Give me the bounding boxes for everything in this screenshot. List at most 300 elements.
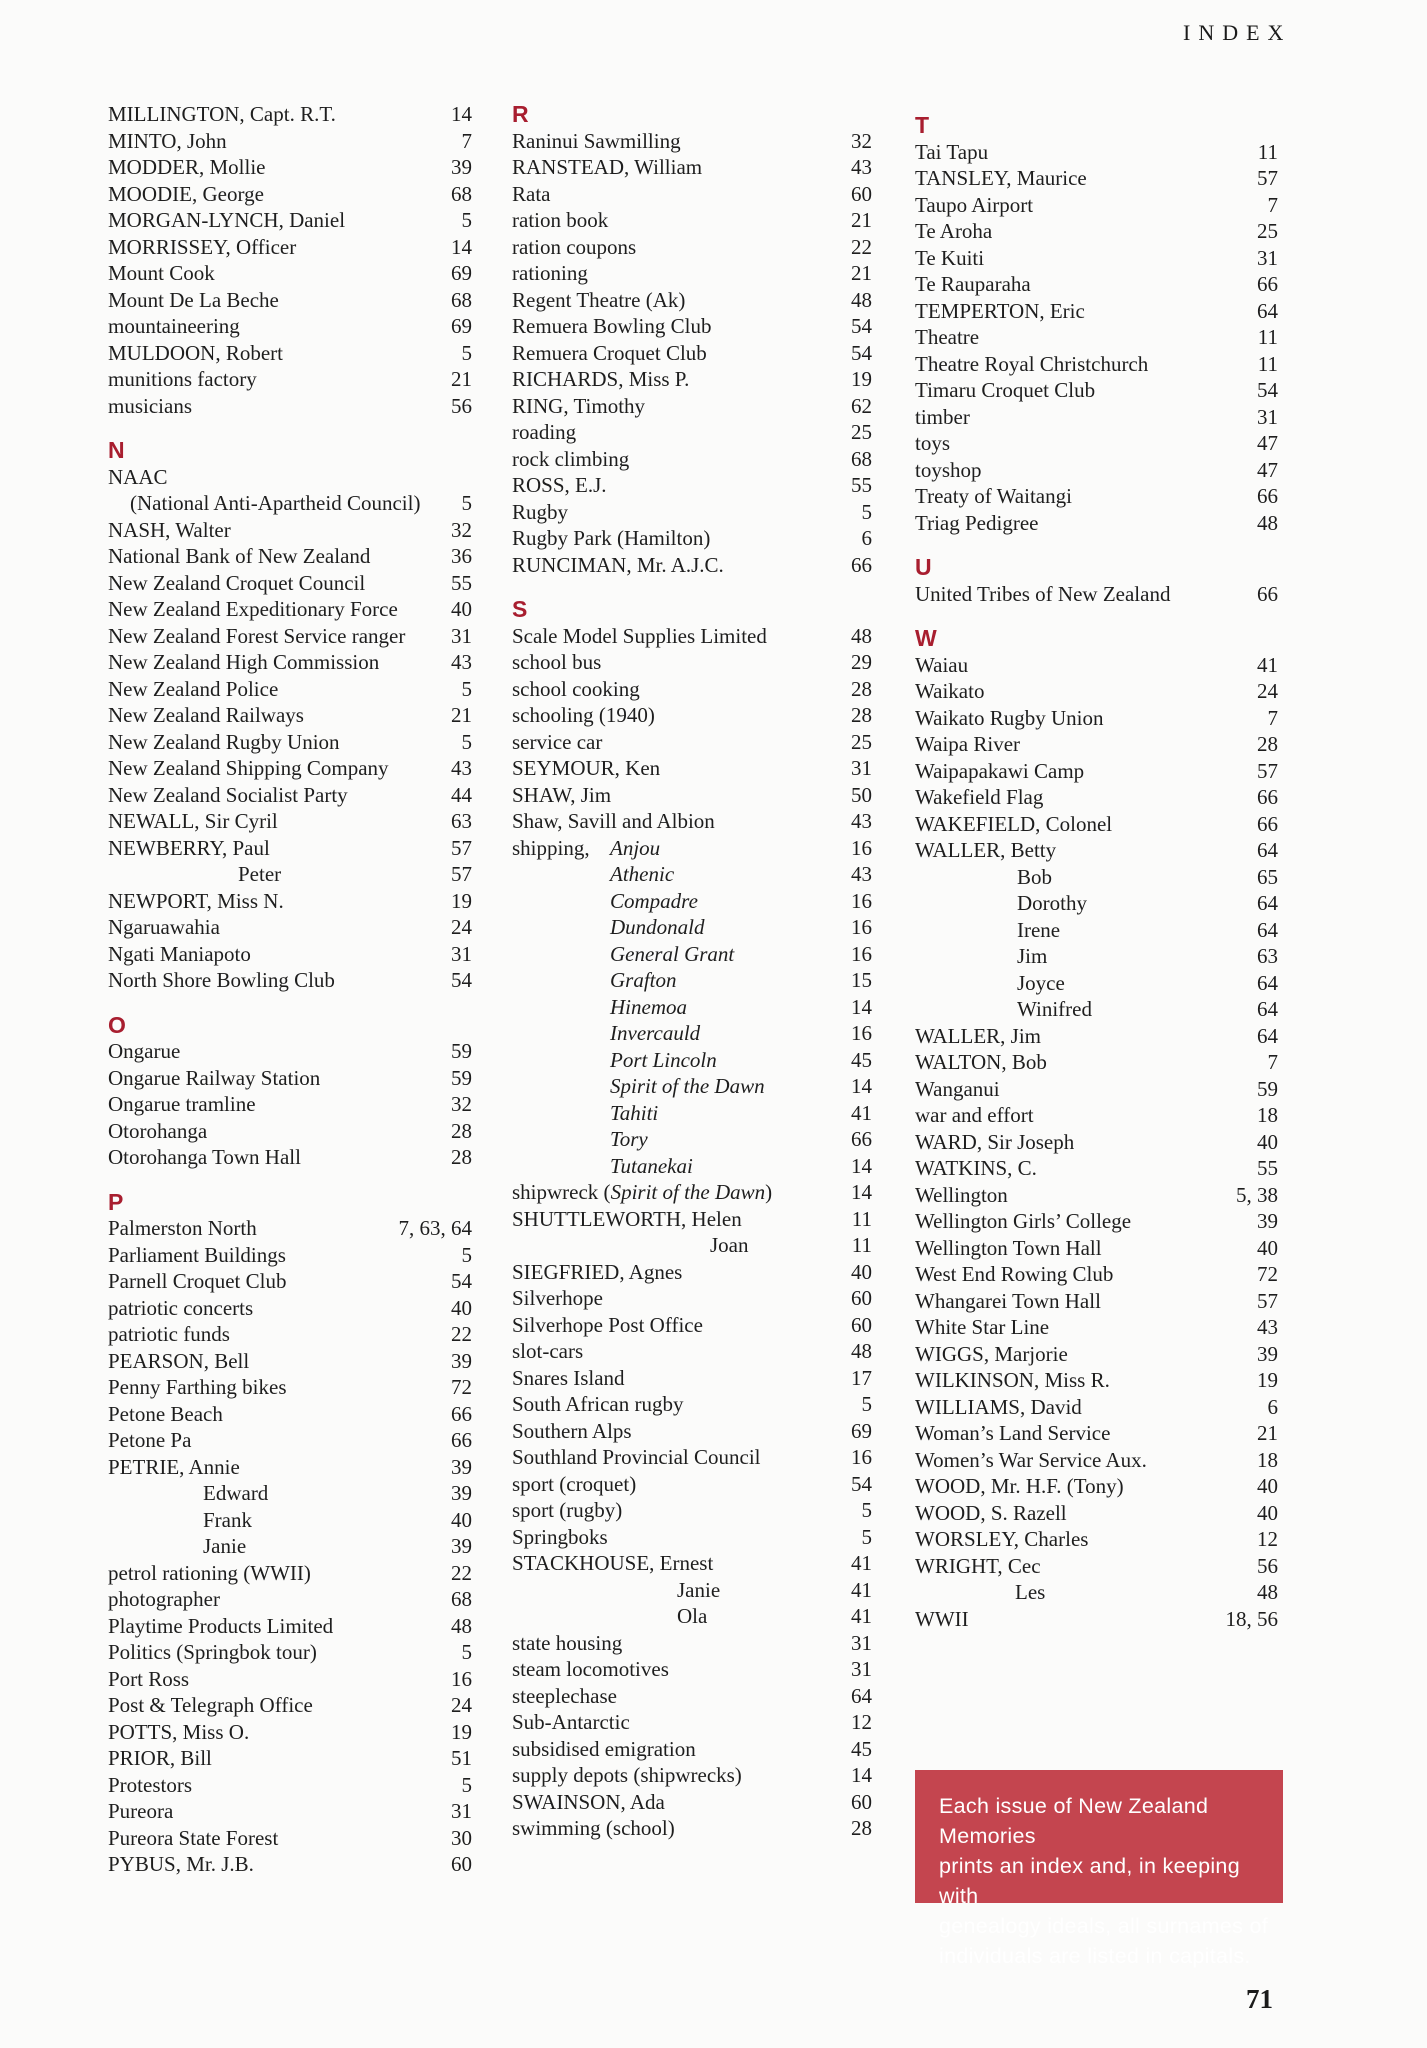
page-ref: 5 — [861, 1392, 872, 1416]
page-ref: 66 — [451, 1428, 472, 1452]
index-row — [915, 192, 1278, 219]
index-row — [108, 914, 472, 941]
index-entry-text — [915, 1182, 1008, 1209]
page-ref: 64 — [1257, 970, 1278, 995]
index-row — [108, 623, 472, 650]
index-row — [108, 729, 472, 756]
entry-text-part: SWAINSON, Ada — [512, 1789, 665, 1814]
page-ref: 16 — [851, 941, 872, 966]
entry-text-part: Parliament Buildings — [108, 1242, 286, 1267]
entry-text-italic: Anjou — [610, 835, 661, 860]
page-ref: 40 — [1257, 1129, 1278, 1154]
index-entry-text — [108, 1348, 249, 1375]
index-entry-text — [915, 811, 1112, 838]
entry-text-part: Edward — [203, 1481, 269, 1505]
index-row — [915, 811, 1278, 838]
index-row — [108, 967, 472, 994]
page-ref: 54 — [451, 968, 472, 992]
entry-text-part: WILKINSON, Miss R. — [915, 1368, 1110, 1392]
entry-text-part: sport (croquet) — [512, 1471, 637, 1496]
index-entry-text — [512, 1126, 648, 1153]
index-row — [512, 1179, 872, 1206]
index-entry-text — [512, 1471, 636, 1498]
entry-text-part: WORSLEY, Charles — [915, 1527, 1089, 1551]
entry-text-part: STACKHOUSE, Ernest — [512, 1551, 714, 1575]
page-ref: 5 — [861, 499, 872, 524]
page-ref: 14 — [851, 1153, 872, 1178]
index-entry-text — [108, 1772, 192, 1799]
page-ref: 41 — [1257, 652, 1278, 677]
page-ref: 40 — [1257, 1474, 1278, 1498]
index-entry-text — [512, 1630, 622, 1657]
entry-text-part: MORGAN-LYNCH, Daniel — [108, 208, 346, 232]
index-column-2 — [512, 101, 872, 1842]
entry-text-part: Woman’s Land Service — [915, 1421, 1111, 1445]
index-row — [108, 101, 472, 128]
index-entry-text — [512, 888, 698, 915]
page-ref: 68 — [851, 446, 872, 471]
index-entry-text — [915, 165, 1087, 192]
entry-text-part: Parnell Croquet Club — [108, 1269, 287, 1293]
index-row — [915, 1288, 1278, 1315]
index-row — [915, 324, 1278, 351]
page-ref: 55 — [851, 473, 872, 497]
page-ref: 63 — [1257, 944, 1278, 968]
index-row — [915, 864, 1278, 891]
section-letter: O — [108, 1011, 126, 1038]
entry-text-part: National Bank of New Zealand — [108, 544, 371, 568]
index-row — [915, 1447, 1278, 1474]
page-ref: 5 — [461, 1640, 472, 1664]
index-entry-text — [915, 996, 1092, 1023]
index-entry-text — [915, 652, 968, 679]
entry-text-part: Theatre — [915, 325, 980, 349]
page-ref: 51 — [451, 1746, 472, 1770]
index-entry-text — [108, 287, 279, 314]
index-row — [915, 1367, 1278, 1394]
entry-text-italic: Spirit of the Dawn — [610, 1074, 765, 1098]
index-row — [108, 260, 472, 287]
index-entry-text — [108, 649, 379, 676]
index-entry-text — [512, 729, 602, 756]
index-entry-text — [108, 1374, 287, 1401]
entry-text-part: New Zealand Croquet Council — [108, 570, 366, 595]
page-ref: 31 — [851, 756, 872, 780]
index-entry-text — [108, 101, 336, 128]
index-entry-text — [915, 943, 1047, 970]
page-ref: 43 — [851, 155, 872, 179]
entry-text-part: NASH, Walter — [108, 517, 231, 542]
index-row — [108, 1745, 472, 1772]
index-row — [512, 1126, 872, 1153]
entry-text-part: West End Rowing Club — [915, 1262, 1114, 1286]
page-ref: 69 — [451, 314, 472, 338]
entry-text-part: New Zealand Forest Service ranger — [108, 623, 406, 648]
index-entry-text — [512, 207, 608, 234]
index-row — [108, 1321, 472, 1348]
index-entry-text — [915, 1500, 1067, 1527]
entry-text-part: timber — [915, 404, 970, 429]
index-entry-text — [915, 1235, 1102, 1262]
index-entry-text — [108, 861, 281, 888]
entry-text-part: Te Aroha — [915, 219, 993, 243]
index-entry-text — [512, 676, 640, 703]
index-entry-text — [915, 457, 982, 484]
entry-text-part: Joyce — [1017, 970, 1065, 995]
index-row — [108, 393, 472, 420]
entry-text-part: MODDER, Mollie — [108, 155, 266, 179]
page-ref: 31 — [451, 1799, 472, 1823]
index-row — [512, 782, 872, 809]
index-row — [108, 340, 472, 367]
index-row — [512, 1550, 872, 1577]
index-row — [108, 154, 472, 181]
index-entry-text — [512, 1020, 700, 1047]
index-entry-text — [915, 1155, 1037, 1182]
page-ref: 19 — [1257, 1368, 1278, 1392]
index-entry-text — [108, 729, 340, 756]
index-entry-text — [108, 207, 345, 234]
entry-text-part: New Zealand High Commission — [108, 650, 380, 674]
index-entry-text — [915, 1394, 1082, 1421]
entry-text-part: school cooking — [512, 676, 640, 701]
index-row — [108, 1374, 472, 1401]
index-entry-text — [512, 128, 681, 155]
page-ref: 14 — [451, 102, 472, 126]
entry-text-part: PYBUS, Mr. J.B. — [108, 1852, 254, 1876]
entry-text-part: New Zealand Railways — [108, 703, 304, 727]
page-ref: 11 — [1257, 351, 1278, 376]
page-ref: 16 — [451, 1666, 472, 1691]
index-entry-text — [108, 1692, 313, 1719]
index-entry-text — [512, 1206, 742, 1233]
index-row — [915, 218, 1278, 245]
entry-text-part: swimming (school) — [512, 1816, 675, 1840]
entry-text-part: Wanganui — [915, 1076, 1000, 1101]
page-ref: 28 — [851, 676, 872, 701]
index-entry-text — [108, 1242, 286, 1269]
entry-text-part: Wakefield Flag — [915, 785, 1044, 809]
index-entry-text — [915, 1341, 1068, 1368]
index-entry-text — [108, 1215, 257, 1242]
index-row — [108, 181, 472, 208]
entry-text-part: Snares Island — [512, 1365, 625, 1390]
index-row — [512, 1418, 872, 1445]
entry-text-part: Timaru Croquet Club — [915, 378, 1096, 402]
index-entry-text — [108, 128, 227, 155]
index-row — [108, 1144, 472, 1171]
index-entry-text — [108, 1480, 268, 1507]
index-row — [915, 1553, 1278, 1580]
index-row — [512, 1497, 872, 1524]
index-row — [108, 808, 472, 835]
index-entry-text — [915, 245, 984, 272]
page-ref: 14 — [851, 1180, 872, 1204]
index-entry-text — [915, 1023, 1041, 1050]
index-row — [512, 1789, 872, 1816]
page-ref: 7 — [1267, 705, 1278, 730]
index-entry-text — [108, 154, 266, 181]
page-ref: 5 — [461, 676, 472, 701]
entry-text-part: Waipapakawi Camp — [915, 758, 1085, 783]
page-ref: 5 — [861, 1524, 872, 1549]
entry-text-part: SHUTTLEWORTH, Helen — [512, 1206, 742, 1231]
index-entry-text — [108, 1144, 301, 1171]
page-ref: 64 — [1257, 917, 1278, 942]
entry-text-part: NEWALL, Sir Cyril — [108, 809, 278, 833]
index-row — [108, 702, 472, 729]
entry-text-part: Janie — [677, 1577, 721, 1602]
page-ref: 65 — [1257, 864, 1278, 889]
page-ref: 66 — [851, 552, 872, 577]
entry-text-part: MINTO, John — [108, 128, 227, 153]
index-row — [512, 1232, 872, 1259]
index-entry-text — [512, 1285, 603, 1312]
index-row — [915, 1526, 1278, 1553]
page-ref: 54 — [851, 314, 872, 338]
page-ref: 41 — [851, 1551, 872, 1575]
index-entry-text — [915, 1129, 1074, 1156]
index-row — [512, 1815, 872, 1842]
index-row — [915, 351, 1278, 378]
index-entry-text — [512, 1603, 707, 1630]
index-row — [108, 287, 472, 314]
section-letter: P — [108, 1188, 124, 1215]
page-ref: 66 — [1257, 484, 1278, 508]
index-entry-text — [108, 234, 296, 261]
entry-text-part: service car — [512, 729, 603, 754]
index-row — [512, 1391, 872, 1418]
page-ref: 69 — [851, 1418, 872, 1443]
entry-text-part: White Star Line — [915, 1315, 1050, 1339]
index-entry-text — [915, 917, 1060, 944]
page-ref: 24 — [451, 915, 472, 939]
page-ref: 39 — [451, 1534, 472, 1558]
entry-text-part: United Tribes of New Zealand — [915, 581, 1171, 606]
index-entry-text — [512, 1497, 622, 1524]
index-row — [512, 393, 872, 420]
page-ref: 7 — [1267, 192, 1278, 217]
entry-text-italic: Tory — [610, 1127, 648, 1151]
index-row — [512, 1285, 872, 1312]
index-row — [512, 1577, 872, 1604]
index-entry-text — [108, 967, 335, 994]
entry-text-part: WIGGS, Marjorie — [915, 1341, 1068, 1366]
index-row — [915, 678, 1278, 705]
page-ref: 32 — [451, 517, 472, 542]
entry-text-part: Raninui Sawmilling — [512, 128, 681, 153]
page-ref: 43 — [851, 809, 872, 833]
index-row — [915, 917, 1278, 944]
entry-text-part: WALLER, Betty — [915, 838, 1057, 862]
index-entry-text — [512, 1577, 720, 1604]
index-row — [512, 861, 872, 888]
page-ref: 47 — [1257, 431, 1278, 455]
entry-text-part: Treaty of Waitangi — [915, 484, 1072, 508]
index-entry-text — [512, 1179, 772, 1206]
entry-text-part: Theatre Royal Christchurch — [915, 351, 1149, 376]
index-row — [108, 313, 472, 340]
index-row — [512, 181, 872, 208]
entry-text-part: RING, Timothy — [512, 393, 646, 418]
page-ref: 59 — [451, 1039, 472, 1063]
page-ref: 28 — [851, 1816, 872, 1840]
entry-text-part: Women’s War Service Aux. — [915, 1447, 1147, 1472]
page-ref: 56 — [1257, 1553, 1278, 1578]
index-entry-text — [915, 1553, 1041, 1580]
index-entry-text — [108, 1639, 317, 1666]
entry-text-part: steam locomotives — [512, 1657, 669, 1681]
index-entry-text — [512, 1312, 703, 1339]
index-column-3 — [915, 112, 1278, 1632]
entry-text-part: school bus — [512, 650, 602, 674]
index-row — [512, 967, 872, 994]
entry-text-part: Rata — [512, 181, 551, 206]
index-row — [108, 1507, 472, 1534]
index-entry-text — [915, 1076, 1000, 1103]
index-row — [108, 1560, 472, 1587]
page-ref: 24 — [451, 1693, 472, 1717]
page-ref: 41 — [851, 1100, 872, 1125]
entry-text-part: WOOD, Mr. H.F. (Tony) — [915, 1474, 1124, 1498]
index-entry-text — [915, 1314, 1049, 1341]
entry-text-part: (National Anti-Apartheid Council) — [130, 491, 421, 515]
entry-text-part: Remuera Croquet Club — [512, 340, 707, 365]
page-ref: 19 — [451, 888, 472, 913]
index-entry-text — [108, 366, 257, 393]
index-row — [915, 1076, 1278, 1103]
page-ref: 66 — [1257, 272, 1278, 296]
entry-text-part: SIEGFRIED, Agnes — [512, 1259, 683, 1284]
index-row — [915, 457, 1278, 484]
index-row — [915, 1208, 1278, 1235]
index-entry-text — [108, 393, 192, 420]
entry-text-part: Petone Pa — [108, 1428, 192, 1452]
section-letter: N — [108, 437, 125, 463]
page-ref: 66 — [451, 1401, 472, 1426]
page-ref: 55 — [451, 570, 472, 595]
entry-text-part: PETRIE, Annie — [108, 1454, 240, 1479]
index-entry-text — [512, 755, 660, 782]
index-entry-text — [915, 1579, 1045, 1606]
index-entry-text — [915, 678, 984, 705]
index-row — [108, 861, 472, 888]
page-ref: 36 — [451, 544, 472, 568]
page-ref: 16 — [851, 888, 872, 913]
index-row — [915, 1261, 1278, 1288]
section-letter: U — [915, 554, 932, 580]
entry-text-part: Port Ross — [108, 1666, 190, 1691]
index-row — [915, 1155, 1278, 1182]
index-row — [915, 1102, 1278, 1129]
index-row — [108, 596, 472, 623]
index-row — [108, 1348, 472, 1375]
page-ref: 22 — [451, 1560, 472, 1585]
page-ref: 45 — [851, 1736, 872, 1761]
index-entry-text — [512, 1418, 632, 1445]
index-entry-text — [512, 1153, 693, 1180]
index-row — [512, 1603, 872, 1630]
entry-text-part: TANSLEY, Maurice — [915, 166, 1087, 190]
page-ref: 57 — [451, 862, 472, 886]
page-ref: 29 — [851, 650, 872, 674]
index-row — [108, 941, 472, 968]
index-entry-text — [512, 181, 550, 208]
index-entry-text — [108, 543, 370, 570]
page-ref: 50 — [851, 782, 872, 807]
index-row — [108, 1719, 472, 1746]
index-row — [108, 464, 472, 491]
entry-text-part: state housing — [512, 1630, 623, 1655]
entry-text-part: slot-cars — [512, 1339, 584, 1363]
page-ref: 40 — [451, 597, 472, 621]
index-row — [512, 340, 872, 367]
entry-text-part: POTTS, Miss O. — [108, 1719, 250, 1744]
index-row — [512, 1444, 872, 1471]
entry-text-part: Southland Provincial Council — [512, 1445, 761, 1469]
index-entry-text — [512, 552, 724, 579]
page-ref: 5 — [861, 1498, 872, 1522]
index-entry-text — [108, 1507, 252, 1534]
index-row — [915, 890, 1278, 917]
page-ref: 68 — [451, 287, 472, 312]
index-row — [512, 525, 872, 552]
index-row — [108, 1851, 472, 1878]
index-entry-text — [512, 419, 576, 446]
index-row — [108, 1825, 472, 1852]
index-row — [108, 1038, 472, 1065]
index-entry-text — [915, 271, 1031, 298]
entry-text-part: WALTON, Bob — [915, 1050, 1047, 1074]
page-ref: 25 — [1257, 219, 1278, 243]
index-row — [108, 234, 472, 261]
page-ref: 39 — [451, 1454, 472, 1479]
entry-text-part: Politics (Springbok tour) — [108, 1640, 317, 1664]
entry-text-part: Penny Farthing bikes — [108, 1375, 287, 1399]
index-row — [108, 543, 472, 570]
index-row — [512, 1709, 872, 1736]
entry-text-part: munitions factory — [108, 367, 257, 391]
index-row — [108, 490, 472, 517]
entry-text-part: RICHARDS, Miss P. — [512, 367, 690, 391]
index-entry-text — [915, 1473, 1124, 1500]
page-ref: 47 — [1257, 457, 1278, 482]
entry-text-part: WWII — [915, 1606, 969, 1631]
entry-text-part: Palmerston North — [108, 1216, 257, 1240]
index-entry-text — [108, 1560, 311, 1587]
index-entry-text — [512, 1762, 742, 1789]
entry-text-part: Te Rauparaha — [915, 272, 1031, 296]
entry-text-part: Rugby Park (Hamilton) — [512, 526, 711, 550]
index-entry-text — [108, 596, 398, 623]
index-row — [512, 313, 872, 340]
entry-text-part: Shaw, Savill and Albion — [512, 809, 715, 833]
page-ref: 72 — [451, 1375, 472, 1399]
index-row — [512, 755, 872, 782]
index-entry-text — [915, 784, 1043, 811]
index-entry-text — [915, 483, 1072, 510]
note-box-line: genealogy ideals, all surnames of — [939, 1914, 1269, 1938]
index-row — [108, 1427, 472, 1454]
page-ref: 59 — [1257, 1076, 1278, 1101]
entry-text-part: Les — [1015, 1580, 1046, 1604]
index-entry-text — [108, 1454, 240, 1481]
page-ref: 5 — [461, 1772, 472, 1797]
entry-text-part: patriotic concerts — [108, 1295, 254, 1320]
entry-text-part: sport (rugby) — [512, 1498, 623, 1522]
entry-text-part: Protestors — [108, 1772, 192, 1797]
entry-text-part: Frank — [203, 1507, 252, 1532]
